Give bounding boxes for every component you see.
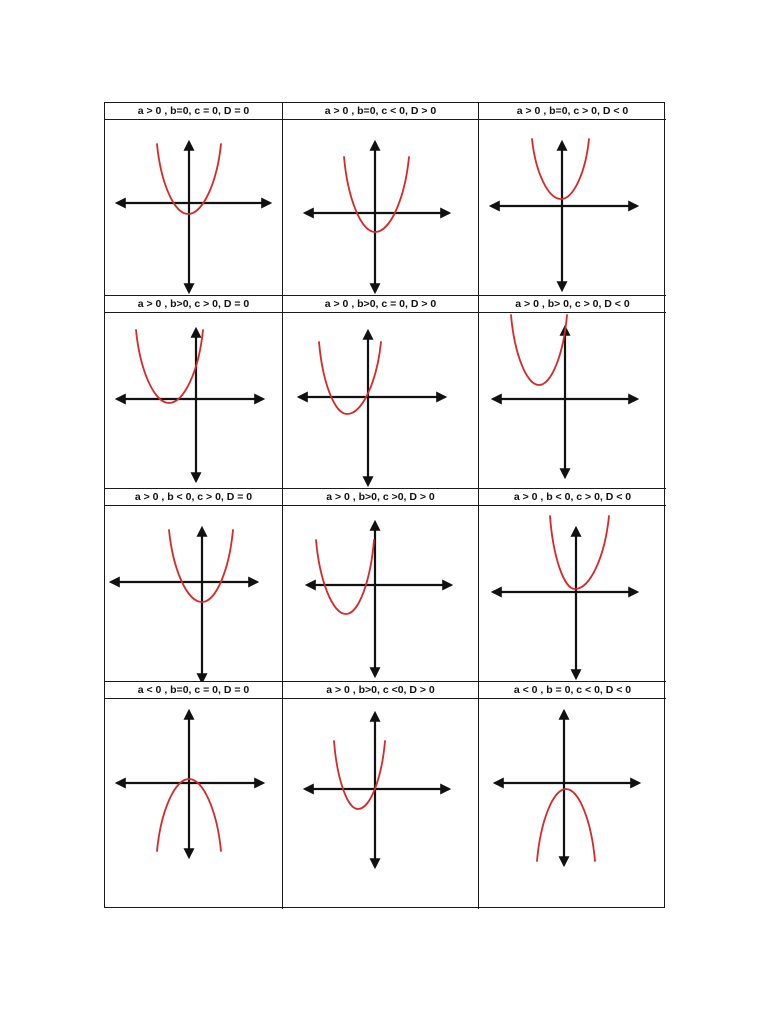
- graph: [479, 699, 666, 909]
- parabola-curve: [537, 789, 595, 861]
- parabola-curve: [550, 516, 609, 589]
- cell-label: a > 0 , b> 0, c > 0, D < 0: [479, 296, 666, 313]
- graph: [479, 506, 666, 681]
- graph: [105, 699, 282, 909]
- graph-cell: [105, 120, 283, 296]
- graph-cell: [283, 120, 479, 296]
- cell-label: a > 0 , b>0, c = 0, D > 0: [283, 296, 479, 313]
- cell-label: a > 0 , b < 0, c > 0, D = 0: [105, 489, 283, 506]
- cell-label: a > 0 , b>0, c <0, D > 0: [283, 682, 479, 699]
- graph: [479, 120, 666, 295]
- graph: [105, 506, 282, 681]
- cell-label: a > 0 , b>0, c > 0, D = 0: [105, 296, 283, 313]
- graph: [105, 313, 282, 488]
- graph-cell: [479, 120, 666, 296]
- cell-label: a > 0 , b=0, c < 0, D > 0: [283, 103, 479, 120]
- graph-cell: [479, 506, 666, 682]
- graph-cell: [283, 699, 479, 909]
- parabola-curve: [319, 342, 381, 414]
- parabola-curve: [136, 330, 203, 403]
- graph: [283, 313, 478, 488]
- graph-cell: [283, 313, 479, 489]
- graph: [105, 120, 282, 295]
- parabola-table: [104, 102, 665, 908]
- graph: [479, 313, 666, 488]
- graph-cell: [479, 313, 666, 489]
- parabola-curve: [511, 315, 567, 385]
- graph-cell: [105, 699, 283, 909]
- cell-label: a > 0 , b=0, c = 0, D = 0: [105, 103, 283, 120]
- cell-label: a > 0 , b>0, c >0, D > 0: [283, 489, 479, 506]
- graph-cell: [283, 506, 479, 682]
- parabola-curve: [532, 139, 589, 199]
- parabola-curve: [316, 540, 374, 614]
- graph: [283, 506, 478, 681]
- graph: [283, 120, 478, 295]
- parabola-curve: [334, 741, 385, 809]
- cell-label: a < 0 , b=0, c = 0, D = 0: [105, 682, 283, 699]
- graph-cell: [105, 506, 283, 682]
- cell-label: a > 0 , b=0, c > 0, D < 0: [479, 103, 666, 120]
- graph: [283, 699, 478, 909]
- cell-label: a < 0 , b = 0, c < 0, D < 0: [479, 682, 666, 699]
- graph-cell: [105, 313, 283, 489]
- parabola-curve: [344, 157, 409, 232]
- cell-label: a > 0 , b < 0, c > 0, D < 0: [479, 489, 666, 506]
- graph-cell: [479, 699, 666, 909]
